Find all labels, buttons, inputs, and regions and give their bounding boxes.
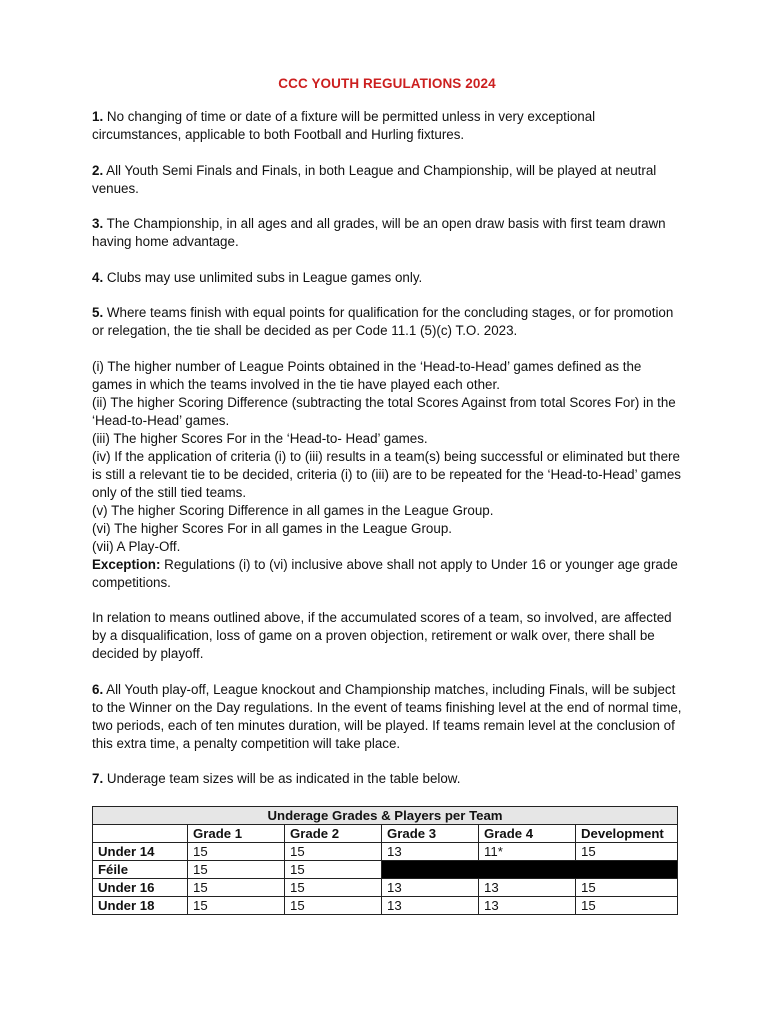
rule-text: Underage team sizes will be as indicated in the table below.	[103, 771, 461, 786]
table-cell: 15	[576, 879, 678, 897]
table-cell: 15	[285, 843, 382, 861]
criterion-vii: (vii) A Play-Off.	[92, 538, 181, 554]
rule-3	[92, 215, 682, 251]
criterion-v: (v) The higher Scoring Difference in all games in the League Group.	[92, 502, 494, 518]
rule-4	[92, 269, 682, 287]
table-cell: 15	[188, 897, 285, 915]
table-cell: 15	[285, 879, 382, 897]
row-label: Féile	[93, 861, 188, 879]
criterion-ii: (ii) The higher Scoring Difference (subtracting the total Scores Against from total Scores For) in the ‘Head-to-Head’ games.	[92, 394, 676, 428]
column-header-grade-1: Grade 1	[188, 825, 285, 843]
table-cell: 13	[382, 897, 479, 915]
column-header-grade-3: Grade 3	[382, 825, 479, 843]
table-cell: 15	[285, 861, 382, 879]
column-header-development: Development	[576, 825, 678, 843]
criterion-iii: (iii) The higher Scores For in the ‘Head-to- Head’ games.	[92, 430, 428, 446]
row-label: Under 14	[93, 843, 188, 861]
table-header-row	[93, 825, 678, 843]
row-label: Under 18	[93, 897, 188, 915]
column-header-empty	[93, 825, 188, 843]
table-cell: 13	[382, 843, 479, 861]
rule-text: All Youth Semi Finals and Finals, in both League and Championship, will be played at neutral venues.	[92, 162, 657, 196]
relation-paragraph: In relation to means outlined above, if the accumulated scores of a team, so involved, are affected by a disqualification, loss of game on a proven objection, retirement or walk over, there shall be decided by playoff.	[92, 610, 672, 661]
table-caption-row	[93, 807, 678, 825]
table-cell: 15	[188, 861, 285, 879]
table-cell: 15	[576, 843, 678, 861]
table-cell: 11*	[479, 843, 576, 861]
document-title: CCC YOUTH REGULATIONS 2024	[278, 76, 496, 91]
rule-number: 5.	[92, 305, 104, 320]
team-sizes-table	[92, 806, 678, 915]
table-cell: 15	[285, 897, 382, 915]
rule-number: 7.	[92, 771, 104, 786]
column-header-grade-4: Grade 4	[479, 825, 576, 843]
exception-label: Exception:	[92, 556, 161, 572]
table-row	[93, 861, 678, 879]
rule-7	[92, 770, 682, 788]
rule-text: Where teams finish with equal points for qualification for the concluding stages, or for promotion or relegation, the tie shall be decided as per Code 11.1 (5)(c) T.O. 2023.	[92, 305, 674, 338]
table-cell: 13	[382, 879, 479, 897]
table-row	[93, 897, 678, 915]
criterion-iv: (iv) If the application of criteria (i) to (iii) results in a team(s) being successful or eliminated but there is still a relevant tie to be decided, criteria (i) to (iii) are to be repeated for the ‘Head-to-Head’ games only of the still tied teams.	[92, 448, 681, 500]
table-row	[93, 843, 678, 861]
exception-note	[92, 556, 682, 592]
table-row	[93, 879, 678, 897]
rule-number: 2.	[92, 162, 104, 178]
rule-number: 4.	[92, 269, 104, 285]
table-cell: 13	[479, 897, 576, 915]
rule-number: 6.	[92, 681, 104, 697]
rule-2	[92, 162, 682, 198]
table-cell: 15	[188, 879, 285, 897]
table-cell: 15	[576, 897, 678, 915]
table-cell: 13	[479, 879, 576, 897]
rule-number: 3.	[92, 216, 104, 231]
rule-6	[92, 681, 682, 753]
rule-1	[92, 108, 682, 144]
rule-text: The Championship, in all ages and all grades, will be an open draw basis with first team drawn having home advantage.	[92, 216, 666, 249]
table-caption: Underage Grades & Players per Team	[93, 807, 678, 825]
exception-text: Regulations (i) to (vi) inclusive above shall not apply to Under 16 or younger age grade competitions.	[92, 556, 678, 590]
blacked-out-cell	[382, 861, 678, 879]
tie-criteria-list	[92, 358, 682, 592]
table-cell: 15	[188, 843, 285, 861]
rule-number: 1.	[92, 109, 104, 124]
column-header-grade-2: Grade 2	[285, 825, 382, 843]
document-body	[92, 76, 682, 788]
row-label: Under 16	[93, 879, 188, 897]
rule-text: All Youth play-off, League knockout and Championship matches, including Finals, will be subject to the Winner on the Day regulations. In the event of teams finishing level at the end of normal time, two periods, each of ten minutes duration, will be played. If teams remain level at the conclusion of this extra time, a penalty competition will take place.	[92, 681, 682, 751]
rule-5	[92, 304, 682, 340]
rule-text: Clubs may use unlimited subs in League games only.	[103, 269, 423, 285]
criterion-i: (i) The higher number of League Points obtained in the ‘Head-to-Head’ games defined as the games in which the teams involved in the tie have played each other.	[92, 358, 642, 392]
criterion-vi: (vi) The higher Scores For in all games in the League Group.	[92, 520, 452, 536]
rule-text: No changing of time or date of a fixture will be permitted unless in very exceptional circumstances, applicable to both Football and Hurling fixtures.	[92, 109, 596, 142]
